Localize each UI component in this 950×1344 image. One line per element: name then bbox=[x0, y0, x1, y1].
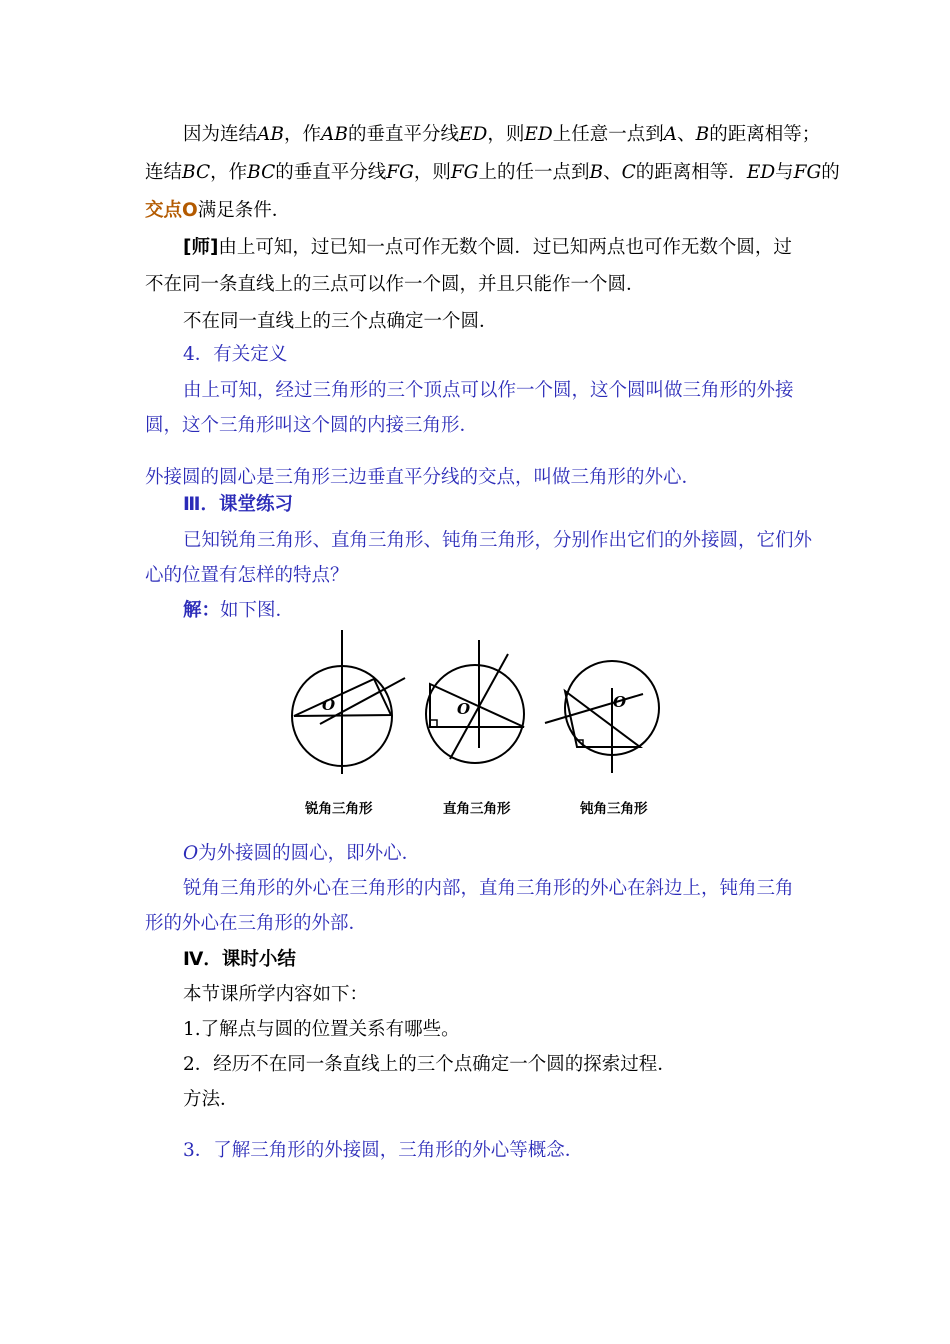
center-label-acute: O bbox=[322, 696, 336, 714]
paragraph-definition-1: 由上可知，经过三角形的三个顶点可以作一个圆，这个圆叫做三角形的外接 bbox=[183, 380, 794, 401]
point-label: C bbox=[621, 162, 636, 183]
caption-obtuse: 钝角三角形 bbox=[580, 801, 648, 817]
caption-acute: 锐角三角形 bbox=[305, 801, 373, 817]
segment-label: FG bbox=[386, 162, 414, 183]
center-label-obtuse: O bbox=[613, 693, 627, 711]
summary-intro: 本节课所学内容如下： bbox=[183, 984, 369, 1005]
paragraph-center-note bbox=[183, 841, 420, 867]
text: 为外接圆的圆心，即外心． bbox=[198, 843, 421, 864]
point-label: A bbox=[663, 124, 678, 145]
acute-triangle-diagram bbox=[292, 630, 405, 774]
text: ，则 bbox=[413, 162, 451, 183]
summary-item-2: 2．经历不在同一条直线上的三个点确定一个圆的探索过程． bbox=[183, 1054, 676, 1075]
text: 与 bbox=[775, 162, 794, 183]
paragraph-bc-bisector bbox=[145, 160, 840, 186]
segment-label: AB bbox=[321, 124, 348, 145]
right-triangle bbox=[430, 684, 524, 727]
summary-method: 方法． bbox=[183, 1089, 239, 1110]
paragraph-circumcenter: 外接圆的圆心是三角形三边垂直平分线的交点，叫做三角形的外心． bbox=[145, 467, 701, 488]
paragraph-conclusion-2: 形的外心在三角形的外部． bbox=[145, 913, 368, 934]
segment-label: ED bbox=[524, 124, 553, 145]
section-heading-definitions: 4．有关定义 bbox=[183, 344, 288, 365]
exercise-question-2: 心的位置有怎样的特点？ bbox=[145, 565, 349, 586]
paragraph-three-points: 不在同一条直线上的三点可以作一个圆，并且只能作一个圆． bbox=[145, 274, 645, 295]
paragraph-conclusion-1: 锐角三角形的外心在三角形的内部，直角三角形的外心在斜边上，钝角三角 bbox=[183, 878, 794, 899]
text: 上任意一点到 bbox=[552, 124, 664, 145]
paragraph-definition-2: 圆，这个三角形叫这个圆的内接三角形． bbox=[145, 415, 479, 436]
point-label: B bbox=[589, 162, 604, 183]
segment-label: BC bbox=[182, 162, 211, 183]
text: ，作 bbox=[210, 162, 248, 183]
segment-label: ED bbox=[746, 162, 776, 183]
text: 的垂直平分线 bbox=[347, 124, 459, 145]
exercise-question-1: 已知锐角三角形、直角三角形、钝角三角形，分别作出它们的外接圆，它们外 bbox=[183, 530, 813, 551]
text: ，作 bbox=[283, 124, 321, 145]
solution-tag: 解： bbox=[183, 600, 221, 621]
text: 的距离相等． bbox=[635, 162, 747, 183]
text: 满足条件． bbox=[197, 200, 291, 221]
point-label: B bbox=[695, 124, 710, 145]
obtuse-triangle-diagram bbox=[545, 661, 659, 773]
right-angle-mark bbox=[430, 720, 437, 727]
caption-right: 直角三角形 bbox=[443, 801, 511, 817]
paragraph-teacher bbox=[183, 235, 792, 261]
text: 上的任一点到 bbox=[478, 162, 590, 183]
summary-item-1: 1.了解点与圆的位置关系有哪些。 bbox=[183, 1019, 460, 1040]
text: 因为连结 bbox=[183, 124, 258, 145]
theorem-statement: 不在同一直线上的三个点确定一个圆． bbox=[183, 311, 498, 332]
segment-label: FG bbox=[793, 162, 822, 183]
text: 的 bbox=[821, 162, 840, 183]
perpendicular-bisector bbox=[545, 694, 643, 723]
segment-label: FG bbox=[450, 162, 479, 183]
segment-label: ED bbox=[458, 124, 488, 145]
text: 连结 bbox=[145, 162, 183, 183]
paragraph-ab-bisector bbox=[183, 122, 820, 148]
text: 由上可知，过已知一点可作无数个圆．过已知两点也可作无数个圆，过 bbox=[218, 237, 792, 258]
segment-label: AB bbox=[257, 124, 284, 145]
text: 如下图． bbox=[220, 600, 295, 621]
text: 、 bbox=[603, 162, 622, 183]
paragraph-intersection bbox=[145, 198, 290, 224]
summary-item-3: 3．了解三角形的外接圆，三角形的外心等概念． bbox=[183, 1140, 584, 1161]
teacher-tag: [师] bbox=[183, 237, 219, 258]
text: 的垂直平分线 bbox=[275, 162, 387, 183]
solution-line bbox=[183, 598, 294, 624]
segment-label: BC bbox=[247, 162, 276, 183]
center-label-right: O bbox=[457, 700, 471, 718]
right-triangle-diagram bbox=[426, 640, 524, 763]
highlight-term: 交点O bbox=[145, 200, 198, 221]
section-heading-summary: Ⅳ．课时小结 bbox=[183, 949, 296, 970]
text: ，则 bbox=[487, 124, 525, 145]
point-label: O bbox=[183, 843, 199, 864]
section-heading-practice: Ⅲ．课堂练习 bbox=[183, 494, 293, 515]
text: 的距离相等； bbox=[709, 124, 821, 145]
text: 、 bbox=[677, 124, 696, 145]
